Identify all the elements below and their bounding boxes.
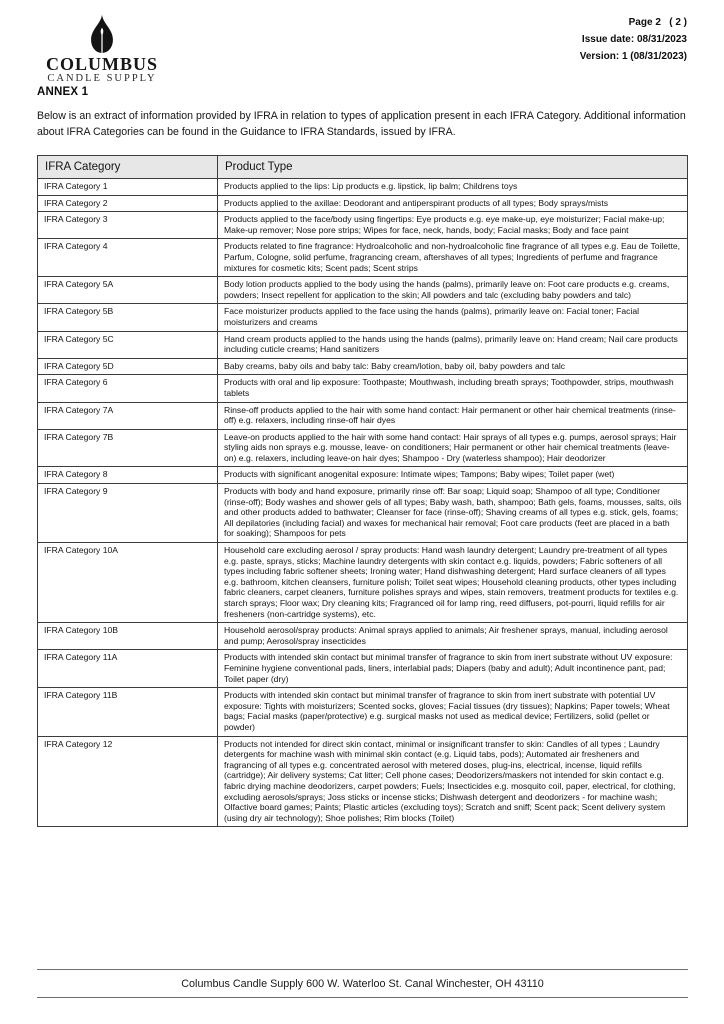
ifra-category-cell: IFRA Category 11B — [38, 688, 218, 736]
ifra-category-cell: IFRA Category 10B — [38, 623, 218, 650]
flame-icon — [83, 12, 121, 54]
ifra-category-cell: IFRA Category 5C — [38, 331, 218, 358]
document-meta — [580, 14, 687, 65]
product-type-cell: Baby creams, baby oils and baby talc: Baby cream/lotion, baby oil, baby powders and talc — [218, 358, 688, 375]
table-row — [38, 429, 688, 467]
product-type-cell: Products with body and hand exposure, primarily rinse off: Bar soap; Liquid soap; Shampoo of all type; Conditioner (rinse-off); Body washes and shower gels of all types; Baby wash, bath, shampoo; Bath gels, foams, mousses, salts, oils and other products added to bathwater; Cleanser for face (rinse-off); Shaving creams of all types e.g. stick, gels, foams; All depilatories (including facial) and waxes for mechanical hair removal; Foot care products (feet are placed in a bath for soaking); Shampoos for pets — [218, 484, 688, 543]
product-type-cell: Products related to fine fragrance: Hydroalcoholic and non-hydroalcoholic fine fragrance of all types e.g. Eau de Toilette, Parfum, Cologne, solid perfume, fragrancing cream, aftershaves of all types; Ingredients of perfume and fragrance mixtures for cosmetic kits; Scent pads; Scent strips — [218, 239, 688, 277]
table-row — [38, 331, 688, 358]
table-row — [38, 358, 688, 375]
company-logo — [42, 12, 162, 85]
page-footer — [37, 969, 688, 998]
ifra-category-cell: IFRA Category 3 — [38, 212, 218, 239]
product-type-cell: Household aerosol/spray products: Animal sprays applied to animals; Air freshener sprays, manual, including aerosol and pump; Aerosol/spray insecticides — [218, 623, 688, 650]
footer-bottom-rule — [37, 997, 688, 998]
ifra-category-cell: IFRA Category 5B — [38, 304, 218, 331]
product-type-cell: Face moisturizer products applied to the face using the hands (palms), primarily leave on: Facial toner; Facial moisturizers and creams — [218, 304, 688, 331]
table-row — [38, 179, 688, 196]
ifra-category-cell: IFRA Category 2 — [38, 195, 218, 212]
ifra-category-cell: IFRA Category 1 — [38, 179, 218, 196]
table-row — [38, 212, 688, 239]
table-row — [38, 623, 688, 650]
ifra-category-cell: IFRA Category 5D — [38, 358, 218, 375]
table-row — [38, 543, 688, 623]
product-type-cell: Hand cream products applied to the hands using the hands (palms), primarily leave on: Hand cream; Nail care products including cuticle creams; Hand sanitizers — [218, 331, 688, 358]
ifra-category-table — [37, 155, 688, 827]
ifra-category-cell: IFRA Category 7B — [38, 429, 218, 467]
product-type-cell: Household care excluding aerosol / spray products: Hand wash laundry detergent; Laundry pre-treatment of all types e.g. paste, sprays, sticks; Machine laundry detergents with skin contact e.g. liquids, powders; Fabric softeners of all types including fabric softener sheets; Ironing water; Hand dishwashing detergent; Hard surface cleaners of all types e.g. bathroom, kitchen cleansers, furniture polish; Toilet seat wipes; Household cleaning products, other types including fabric cleaners, carpet cleaners, furniture polishes sprays and wipes, stain removers, treatment products for textiles e.g. starch sprays; Floor wax; Dry cleaning kits; Fragranced oil for lamp ring, reed diffusers, pot-pourri, liquid refills for air fresheners (non-cartridge systems), etc. — [218, 543, 688, 623]
ifra-category-cell: IFRA Category 8 — [38, 467, 218, 484]
product-type-cell: Products applied to the lips: Lip products e.g. lipstick, lip balm; Childrens toys — [218, 179, 688, 196]
ifra-category-cell: IFRA Category 10A — [38, 543, 218, 623]
logo-company-subtitle: CANDLE SUPPLY — [47, 73, 157, 84]
table-row — [38, 467, 688, 484]
product-type-cell: Products not intended for direct skin contact, minimal or insignificant transfer to skin: Candles of all types ; Laundry detergents for machine wash with minimal skin contact (e.g. Liquid tabs, pods); Automated air fresheners and fragrancing of all types e.g. concentrated aerosol with metered doses, plug-ins, electrical, incense, liquid refills (cartridge); Air delivery systems; Cat litter; Cell phone cases; Deodorizers/maskers not intended for skin contact e.g. fabric drying machine deodorizers, carpet powders; Fuels; Insecticides e.g. mosquito coil, paper, electrical, for clothing, excluding aerosols/sprays; Joss sticks or incense sticks; Dishwash detergent and deodorizers - for machine wash; Olfactive board games; Paints; Plastic articles (excluding toys); Scratch and sniff; Scent pack; Scent delivery system (using dry air technology); Shoe polishes; Rim blocks (Toilet) — [218, 736, 688, 827]
table-row — [38, 688, 688, 736]
footer-address: Columbus Candle Supply 600 W. Waterloo St. Canal Winchester, OH 43110 — [181, 978, 544, 990]
product-type-cell: Body lotion products applied to the body using the hands (palms), primarily leave on: Foot care products e.g. creams, powders; Insect repellent for application to the skin; All powders and talc (excluding baby powders and talc) — [218, 277, 688, 304]
table-row — [38, 484, 688, 543]
page-number: Page 2 ( 2 ) — [628, 17, 687, 28]
table-row — [38, 277, 688, 304]
product-type-cell: Products with oral and lip exposure: Toothpaste; Mouthwash, including breath sprays; Toothpowder, strips, mouthwash tablets — [218, 375, 688, 402]
product-type-cell: Products with significant anogenital exposure: Intimate wipes; Tampons; Baby wipes; Toilet paper (wet) — [218, 467, 688, 484]
ifra-category-cell: IFRA Category 9 — [38, 484, 218, 543]
table-row — [38, 195, 688, 212]
product-type-cell: Products applied to the face/body using fingertips: Eye products e.g. eye make-up, eye moisturizer; Facial make-up; Make-up remover; Nose pore strips; Wipes for face, neck, hands, body; Facial masks; Body and face paint — [218, 212, 688, 239]
annex-title: ANNEX 1 — [37, 86, 89, 98]
product-type-cell: Rinse-off products applied to the hair with some hand contact: Hair permanent or other hair chemical treatments (rinse-off) e.g. relaxers, including rinse-off hair dyes — [218, 402, 688, 429]
ifra-category-cell: IFRA Category 11A — [38, 650, 218, 688]
column-header-ifra-category: IFRA Category — [38, 156, 218, 179]
ifra-category-cell: IFRA Category 7A — [38, 402, 218, 429]
logo-company-name: COLUMBUS — [45, 54, 158, 74]
ifra-category-cell: IFRA Category 6 — [38, 375, 218, 402]
product-type-cell: Products applied to the axillae: Deodorant and antiperspirant products of all types; Body sprays/mists — [218, 195, 688, 212]
table-header-row — [38, 156, 688, 179]
ifra-category-cell: IFRA Category 4 — [38, 239, 218, 277]
table-row — [38, 375, 688, 402]
table-row — [38, 304, 688, 331]
product-type-cell: Products with intended skin contact but minimal transfer of fragrance to skin from inert substrate without UV exposure: Feminine hygiene conventional pads, liners, interlabial pads; Diapers (baby and adult); Adult incontinence pant, pad; Toilet paper (dry) — [218, 650, 688, 688]
ifra-category-cell: IFRA Category 12 — [38, 736, 218, 827]
issue-date: Issue date: 08/31/2023 — [581, 34, 687, 45]
product-type-cell: Leave-on products applied to the hair with some hand contact: Hair sprays of all types e.g. pumps, aerosol sprays; Hair styling aids non sprays e.g. mousse, leave- on conditioners; Hair permanent or other hair chemical treatments (leave-on) e.g. relaxers, including leave-on hair dyes; Shampoo - Dry (waterless shampoo); Hair deodorizer — [218, 429, 688, 467]
table-row — [38, 650, 688, 688]
table-row — [38, 736, 688, 827]
table-row — [38, 239, 688, 277]
version: Version: 1 (08/31/2023) — [579, 51, 687, 62]
product-type-cell: Products with intended skin contact but minimal transfer of fragrance to skin from inert substrate with potential UV exposure: Tights with moisturizers; Scented socks, gloves; Facial tissues (dry tissues); Napkins; Paper towels; Wheat bags; Facial masks (paper/protective) e.g. surgical masks not used as medical device; Fertilizers, solid (pellet or powder) — [218, 688, 688, 736]
intro-paragraph: Below is an extract of information provided by IFRA in relation to types of application present in each IFRA Category. Additional information about IFRA Categories can be found in the Guidance to IFRA Standards, issued by IFRA. — [37, 110, 686, 138]
table-row — [38, 402, 688, 429]
ifra-category-cell: IFRA Category 5A — [38, 277, 218, 304]
column-header-product-type: Product Type — [218, 156, 688, 179]
